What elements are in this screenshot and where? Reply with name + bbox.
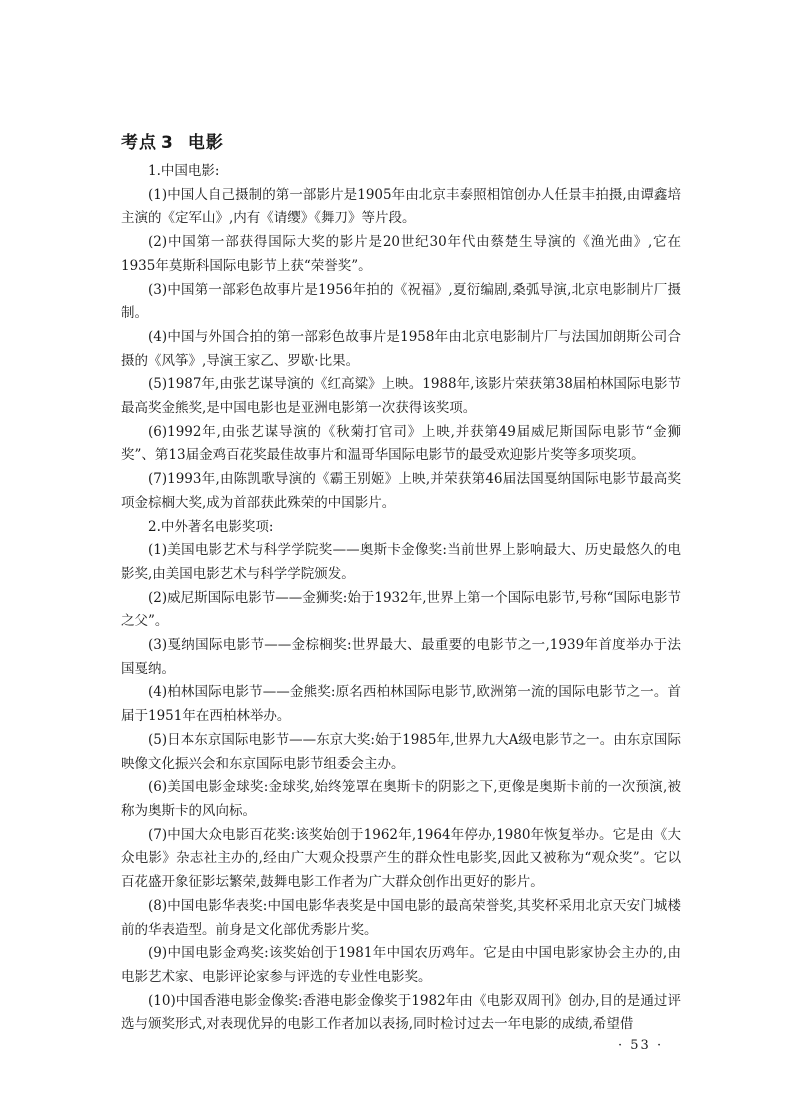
paragraph: (4)柏林国际电影节——金熊奖:原名西柏林国际电影节,欧洲第一流的国际电影节之一。首届于1951年在西柏林举办。 (121, 684, 681, 725)
paragraph: (5)日本东京国际电影节——东京大奖:始于1985年,世界九大A级电影节之一。由东京国际映像文化振兴会和东京国际电影节组委会主办。 (121, 731, 681, 772)
paragraph: (4)中国与外国合拍的第一部彩色故事片是1958年由北京电影制片厂与法国加朗斯公司合摄的《风筝》,导演王家乙、罗歇·比果。 (121, 328, 681, 369)
paragraph: (6)美国电影金球奖:金球奖,始终笼罩在奥斯卡的阴影之下,更像是奥斯卡前的一次预演,被称为奥斯卡的风向标。 (121, 779, 681, 819)
paragraph: (7)中国大众电影百花奖:该奖始创于1962年,1964年停办,1980年恢复举办。它是由《大众电影》杂志社主办的,经由广大观众投票产生的群众性电影奖,因此又被称为“观众奖”。它以百花盛开象征影坛繁荣,鼓舞电影工作者为广大群众创作出更好的影片。 (121, 826, 681, 891)
paragraph: (2)威尼斯国际电影节——金狮奖:始于1932年,世界上第一个国际电影节,号称“国际电影节之父”。 (121, 589, 681, 630)
heading-number: 3 (161, 133, 174, 153)
paragraph: (2)中国第一部获得国际大奖的影片是20世纪30年代由蔡楚生导演的《渔光曲》,它在1935年莫斯科国际电影节上获“荣誉奖”。 (121, 234, 681, 274)
paragraph: (1)中国人自己摄制的第一部影片是1905年由北京丰泰照相馆创办人任景丰拍摄,由谭鑫培主演的《定军山》,内有《请缨》《舞刀》等片段。 (121, 186, 681, 227)
paragraph: (3)戛纳国际电影节——金棕榈奖:世界最大、最重要的电影节之一,1939年首度举办于法国戛纳。 (121, 637, 681, 677)
paragraph: (5)1987年,由张艺谋导演的《红高粱》上映。1988年,该影片荣获第38届柏林国际电影节最高奖金熊奖,是中国电影也是亚洲电影第一次获得该奖项。 (121, 376, 681, 417)
heading-title: 电影 (187, 133, 224, 153)
heading-prefix: 考点 (121, 133, 157, 153)
paragraph: (7)1993年,由陈凯歌导演的《霸王别姬》上映,并荣获第46届法国戛纳国际电影节最高奖项金棕榈大奖,成为首部获此殊荣的中国影片。 (121, 471, 681, 511)
paragraph: (9)中国电影金鸡奖:该奖始创于1981年中国农历鸡年。它是由中国电影家协会主办的,由电影艺术家、电影评论家参与评选的专业性电影奖。 (121, 945, 681, 985)
paragraph: (3)中国第一部彩色故事片是1956年拍的《祝福》,夏衍编剧,桑弧导演,北京电影制片厂摄制。 (121, 281, 681, 322)
section-heading (121, 128, 224, 153)
paragraph: (1)美国电影艺术与科学学院奖——奥斯卡金像奖:当前世界上影响最大、历史最悠久的电影奖,由美国电影艺术与科学学院颁发。 (121, 542, 681, 582)
body-text (121, 160, 681, 1037)
paragraph: (6)1992年,由张艺谋导演的《秋菊打官司》上映,并获第49届威尼斯国际电影节“金狮奖”、第13届金鸡百花奖最佳故事片和温哥华国际电影节的最受欢迎影片奖等多项奖项。 (121, 423, 681, 464)
paragraph: (8)中国电影华表奖:中国电影华表奖是中国电影的最高荣誉奖,其奖杯采用北京天安门城楼前的华表造型。前身是文化部优秀影片奖。 (121, 897, 681, 938)
paragraph: (10)中国香港电影金像奖:香港电影金像奖于1982年由《电影双周刊》创办,目的是通过评选与颁奖形式,对表现优异的电影工作者加以表扬,同时检讨过去一年电影的成绩,希望借 (121, 992, 681, 1033)
page-number: · 53 · (618, 1038, 664, 1053)
paragraph: 2.中外著名电影奖项: (148, 518, 274, 535)
paragraph: 1.中国电影: (148, 163, 220, 179)
